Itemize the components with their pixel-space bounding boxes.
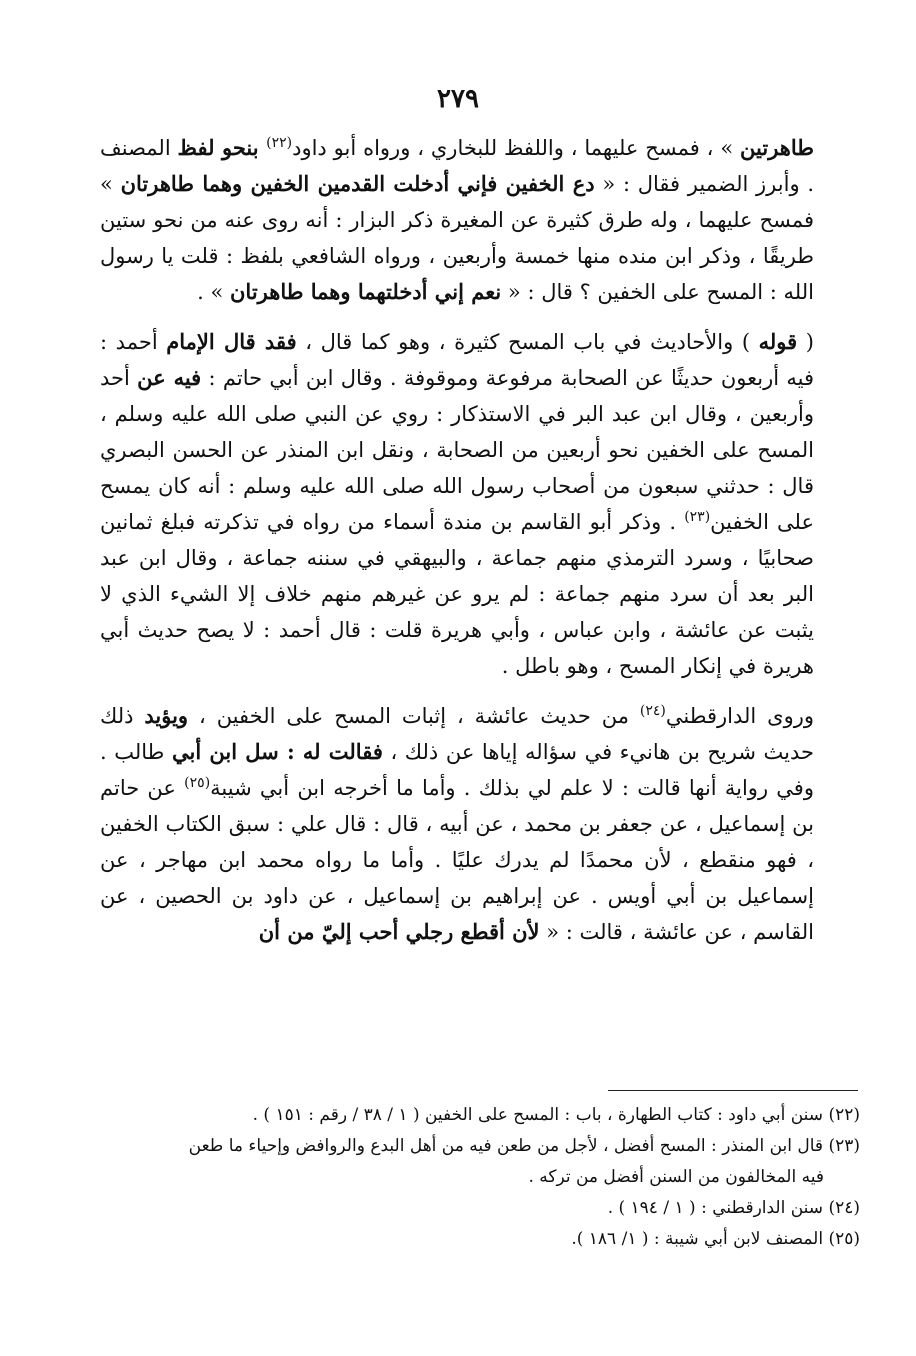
footnote: (٢٤) سنن الدارقطني : ( ١ / ١٩٤ ) . [607, 1198, 860, 1218]
text-run: ) والأحاديث في باب المسح كثيرة ، وهو كما قال ، [296, 330, 759, 354]
paragraph [100, 698, 814, 950]
page-number: ٢٧٩ [437, 84, 479, 114]
bold-text: فقد قال الإمام [166, 329, 297, 354]
bold-text: لأن أقطع رجلي أحب إليّ من أن [258, 919, 540, 944]
bold-text: قوله [758, 329, 798, 354]
text-run: المصنف . وأبرز الضمير فقال : « [100, 136, 814, 196]
bold-text: فيه عن [137, 365, 202, 390]
footnote: (٢٢) سنن أبي داود : كتاب الطهارة ، باب : المسح على الخفين ( ١ / ٣٨ / رقم : ١٥١ ) . [252, 1105, 860, 1125]
text-run: . وذكر أبو القاسم بن مندة أسماء من رواه في تذكرته فبلغ ثمانين صحابيًا ، وسرد الترمذي منهم جماعة ، والبيهقي في سننه جماعة ، وقال ابن عبد البر بعد أن سرد منهم جماعة : لم يرو عن غيرهم منهم خلاف إلا الشيء الذي لا يثبت عن عائشة ، وابن عباس ، وأبي هريرة قلت : قال أحمد : لا يصح حديث أبي هريرة في إنكار المسح ، وهو باطل . [100, 510, 814, 678]
text-run: عن حاتم بن إسماعيل ، عن جعفر بن محمد ، عن أبيه ، قال : قال علي : سبق الكتاب الخفين ، فهو منقطع ، لأن محمدًا لم يدرك عليًا . وأما ما رواه محمد ابن مهاجر ، عن إسماعيل بن أبي أويس . عن إبراهيم بن إسماعيل ، عن داود بن الحصين ، عن القاسم ، عن عائشة ، قالت : « [100, 776, 814, 944]
text-run: من حديث عائشة ، إثبات المسح على الخفين ، [188, 704, 640, 728]
text-run: » فمسح عليهما ، وله طرق كثيرة عن المغيرة ذكر البزار : أنه روى عنه من نحو ستين طريقًا ، وذكر ابن منده منها خمسة وأربعين ، ورواه الشافعي بلفظ : قلت يا رسول الله : المسح على الخفين ؟ قال : « [100, 172, 814, 304]
footnote-ref: (٢٥) [184, 775, 211, 791]
paragraph [100, 130, 814, 310]
text-run: وروى الدارقطني [665, 704, 814, 728]
text-run: طالب . وفي رواية أنها قالت : لا علم لي بذلك . وأما ما أخرجه ابن أبي شيبة [100, 740, 814, 800]
footnote-separator [608, 1090, 858, 1091]
text-run: ( [797, 330, 814, 354]
bold-text: ويؤيد [144, 703, 189, 728]
text-run: ذلك حديث شريح بن هانيء في سؤاله إياها عن ذلك ، [100, 704, 814, 764]
text-run: أحمد : فيه أربعون حديثًا عن الصحابة مرفوعة وموقوفة . وقال ابن أبي حاتم : [100, 330, 815, 390]
bold-text: نعم إني أدخلتهما وهما طاهرتان [230, 279, 502, 304]
main-text [100, 130, 814, 950]
bold-text: دع الخفين فإني أدخلت القدمين الخفين وهما طاهرتان [120, 171, 595, 196]
bold-text: بنحو لفظ [177, 135, 267, 160]
text-run: أحد وأربعين ، وقال ابن عبد البر في الاستذكار : روي عن النبي صلى الله عليه وسلم ، المسح على الخفين نحو أربعين من الصحابة ، ونقل ابن المنذر عن الحسن البصري قال : حدثني سبعون من أصحاب رسول الله صلى الله عليه وسلم : أنه كان يمسح على الخفين [100, 366, 814, 534]
footnote-continuation: فيه المخالفون من السنن أفضل من تركه . [528, 1167, 824, 1187]
text-run: » . [197, 280, 230, 304]
bold-text: طاهرتين [740, 135, 814, 160]
text-run: » ، فمسح عليهما ، واللفظ للبخاري ، ورواه أبو داود [292, 136, 741, 160]
footnote: (٢٥) المصنف لابن أبي شيبة : ( ١/ ١٨٦ ). [571, 1229, 860, 1249]
footnote-ref: (٢٢) [266, 135, 293, 151]
footnotes [100, 1100, 860, 1255]
footnote-ref: (٢٣) [684, 509, 711, 525]
paragraph [100, 324, 814, 684]
footnote-ref: (٢٤) [639, 703, 666, 719]
bold-text: فقالت له : سل ابن أبي [171, 739, 383, 764]
footnote: (٢٣) قال ابن المنذر : المسح أفضل ، لأجل من طعن فيه من أهل البدع والروافض وإحياء ما طعن [188, 1136, 860, 1156]
